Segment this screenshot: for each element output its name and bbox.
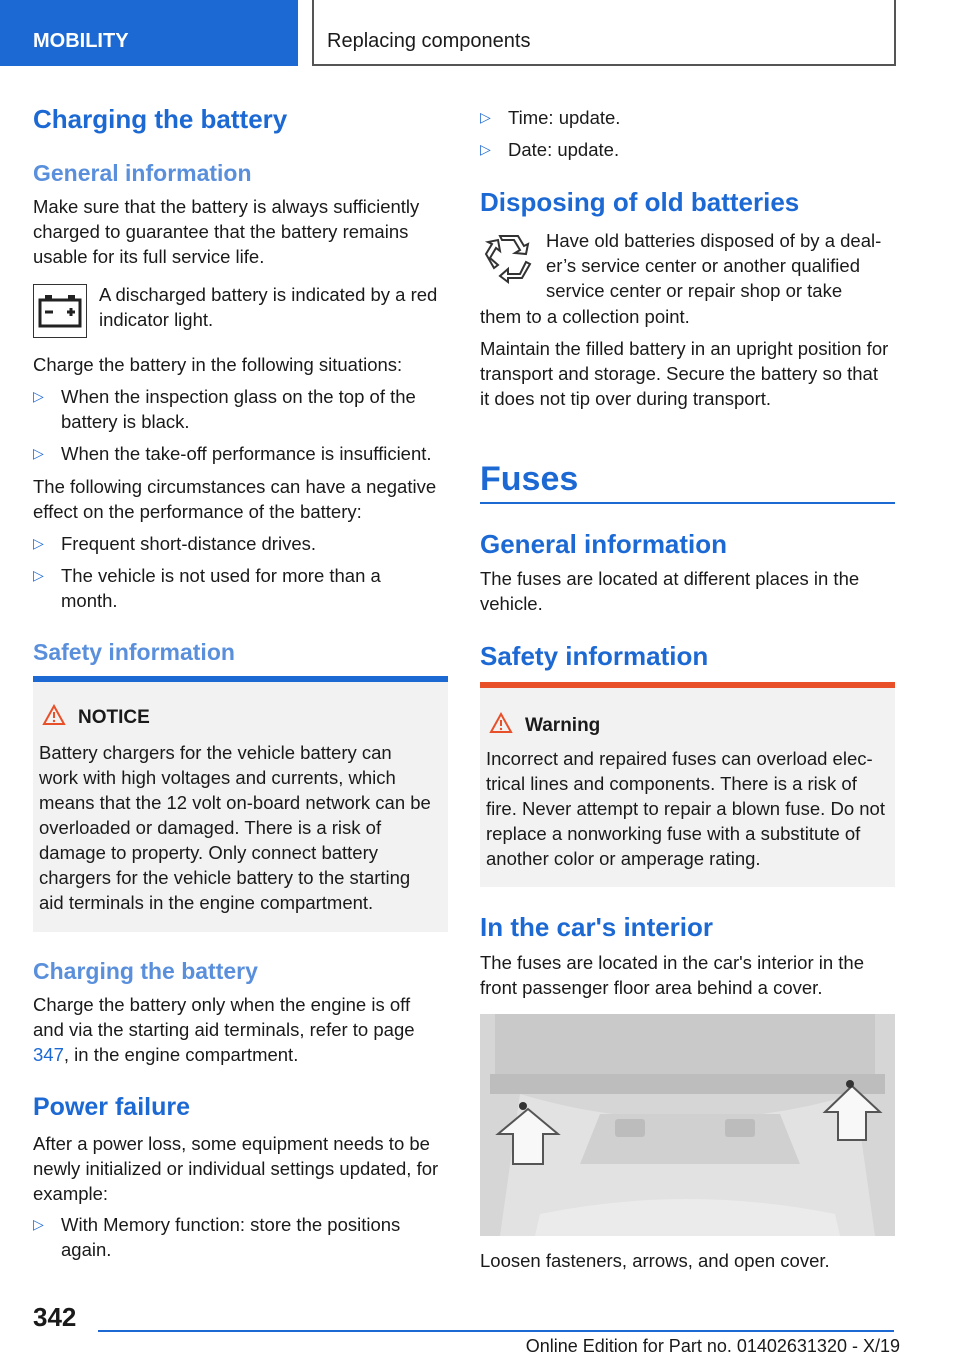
list-item xyxy=(480,137,896,162)
heading-power-failure: Power failure xyxy=(33,1093,190,1121)
footer-divider xyxy=(98,1330,894,1332)
list-item-text: Frequent short-distance drives. xyxy=(61,533,317,554)
heading-fuses: Fuses xyxy=(480,460,579,498)
edition-note: Online Edition for Part no. 01402631320 - X/19 xyxy=(525,1336,900,1356)
list-item xyxy=(33,441,449,466)
heading-disposing: Disposing of old batteries xyxy=(480,187,800,217)
warning-title: Warning xyxy=(525,715,601,736)
paragraph-circumstances: The following circumstances can have a negative effect on the performance of the battery: xyxy=(33,476,437,522)
warning-text: Incorrect and repaired fuses can overload elec-trical lines and components. There is a risk of fire. Never attempt to repair a blown fuse. Do not replace a nonworking fuse with a substitute of another color or amperage rating. xyxy=(486,748,885,869)
heading-charging-battery-2: Charging the battery xyxy=(33,958,258,984)
list-item xyxy=(480,105,896,130)
paragraph-disposing-cont: them to a collection point. xyxy=(480,306,690,327)
charging-text-a: Charge the battery only when the engine is off and via the starting aid terminals, refer to page xyxy=(33,994,415,1040)
list-item-text: When the take-off performance is insufficient. xyxy=(61,443,432,464)
notice-title: NOTICE xyxy=(78,707,150,728)
triangle-bullet-icon: ▷ xyxy=(33,445,44,461)
section-tab xyxy=(0,0,298,66)
photo-caption: Loosen fasteners, arrows, and open cover. xyxy=(480,1250,830,1271)
page-reference-link[interactable]: 347 xyxy=(33,1044,64,1065)
notice-text: Battery chargers for the vehicle battery can work with high voltages and currents, which means that the 12 volt on-board network can be overloaded or damaged. There is a risk of damage to property. Only connect battery chargers for the vehicle battery to the starting aid terminals in the engine compartment. xyxy=(39,742,431,913)
triangle-bullet-icon: ▷ xyxy=(33,1216,44,1232)
heading-safety-information-fuses: Safety information xyxy=(480,641,709,671)
list-item xyxy=(33,531,449,556)
recycle-icon xyxy=(482,232,534,284)
paragraph-charging xyxy=(33,992,433,1067)
chapter-title xyxy=(312,0,896,66)
section-divider xyxy=(480,502,895,504)
fuse-cover-photo xyxy=(480,1014,895,1236)
battery-indicator-icon xyxy=(33,284,87,338)
heading-safety-information: Safety information xyxy=(33,639,235,665)
triangle-bullet-icon: ▷ xyxy=(480,141,491,157)
paragraph-indicator: A discharged battery is indicated by a red indicator light. xyxy=(99,284,438,330)
paragraph-interior: The fuses are located in the car's interior in the front passenger floor area behind a cover. xyxy=(480,952,865,998)
heading-car-interior: In the car's interior xyxy=(480,912,714,942)
triangle-bullet-icon: ▷ xyxy=(33,567,44,583)
triangle-bullet-icon: ▷ xyxy=(33,388,44,404)
caution-triangle-icon xyxy=(42,704,66,726)
heading-general-information: General information xyxy=(33,160,252,186)
list-item-text: With Memory function: store the positions again. xyxy=(61,1214,401,1260)
chapter-title-label: Replacing components xyxy=(327,30,531,52)
list-item xyxy=(33,563,413,613)
paragraph-disposing: Have old batteries disposed of by a deal-er’s service center or another qualified service center or repair shop or take xyxy=(546,230,882,301)
notice-box xyxy=(33,676,448,932)
paragraph-fuses-general: The fuses are located at different places in the vehicle. xyxy=(480,568,860,614)
paragraph-maintain: Maintain the filled battery in an upright position for transport and storage. Secure the battery so that it does not tip over during transport. xyxy=(480,338,889,409)
list-item xyxy=(33,384,449,434)
list-item xyxy=(33,1212,433,1262)
charging-text-b: , in the engine compartment. xyxy=(63,1044,299,1065)
list-item-text: When the inspection glass on the top of the battery is black. xyxy=(61,386,416,432)
list-item-text: Time: update. xyxy=(508,107,621,128)
paragraph-situations: Charge the battery in the following situations: xyxy=(33,354,403,375)
heading-charging-battery: Charging the battery xyxy=(33,104,288,134)
paragraph-power: After a power loss, some equipment needs to be newly initialized or individual settings updated, for example: xyxy=(33,1133,439,1204)
list-item-text: The vehicle is not used for more than a month. xyxy=(61,565,381,611)
warning-box xyxy=(480,682,895,887)
triangle-bullet-icon: ▷ xyxy=(480,109,491,125)
triangle-bullet-icon: ▷ xyxy=(33,535,44,551)
section-label: MOBILITY xyxy=(33,30,129,52)
paragraph-general: Make sure that the battery is always sufficiently charged to guarantee that the battery remains usable for its full service life. xyxy=(33,196,420,267)
heading-general-information-fuses: General information xyxy=(480,529,728,559)
warning-triangle-icon xyxy=(489,712,513,734)
page-number: 342 xyxy=(33,1302,77,1332)
list-item-text: Date: update. xyxy=(508,139,620,160)
